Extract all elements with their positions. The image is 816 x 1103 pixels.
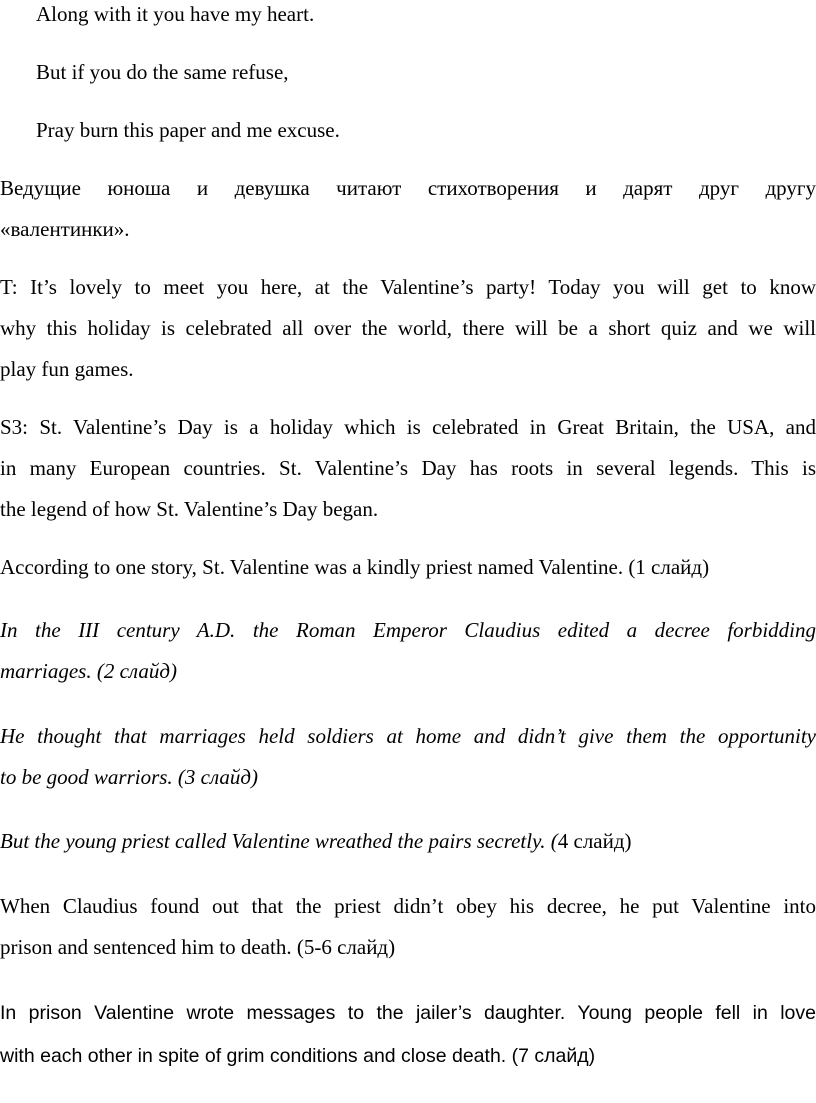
- paragraph-teacher-line-3: play fun games.: [0, 357, 134, 381]
- paragraph-decree-line-2: marriages. (2 слайд): [0, 659, 177, 683]
- paragraph-decree-line-1: In the III century A.D. the Roman Emperor Claudius edited a decree forbidding: [0, 618, 816, 642]
- poem-line-1: Along with it you have my heart.: [36, 2, 315, 26]
- paragraph-prison-line-1: In prison Valentine wrote messages to the jailer’s daughter. Young people fell in love: [0, 1002, 816, 1024]
- paragraph-story-line-1: According to one story, St. Valentine was a kindly priest named Valentine. (1 слайд): [0, 555, 710, 579]
- paragraph-s3-line-1: S3: St. Valentine’s Day is a holiday which is celebrated in Great Britain, the USA, and: [0, 415, 816, 439]
- poem-line-3: Pray burn this paper and me excuse.: [36, 118, 340, 142]
- wreathed-italic-text: But the young priest called Valentine wreathed the pairs secretly. (: [0, 829, 558, 853]
- paragraph-s3-line-3: the legend of how St. Valentine’s Day began.: [0, 497, 379, 521]
- paragraph-hosts-line-2: «валентинки».: [0, 217, 130, 241]
- paragraph-hosts-line-1: Ведущие юноша и девушка читают стихотворения и дарят друг другу: [0, 176, 816, 200]
- paragraph-teacher-line-2: why this holiday is celebrated all over the world, there will be a short quiz and we will: [0, 316, 816, 340]
- wreathed-slide-note: 4 слайд): [557, 829, 632, 853]
- paragraph-claudius-line-1: When Claudius found out that the priest didn’t obey his decree, he put Valentine into: [0, 894, 816, 918]
- paragraph-soldiers-line-1: He thought that marriages held soldiers at home and didn’t give them the opportunity: [0, 724, 816, 748]
- paragraph-s3-line-2: in many European countries. St. Valentine’s Day has roots in several legends. This is: [0, 456, 816, 480]
- paragraph-wreathed-line-1: [0, 821, 816, 862]
- paragraph-prison-line-2: with each other in spite of grim conditions and close death. (7 слайд): [0, 1045, 596, 1067]
- paragraph-teacher-line-1: T: It’s lovely to meet you here, at the Valentine’s party! Today you will get to know: [0, 275, 816, 299]
- paragraph-soldiers-line-2: to be good warriors. (3 слайд): [0, 765, 259, 789]
- poem-line-2: But if you do the same refuse,: [36, 60, 289, 84]
- paragraph-claudius-line-2: prison and sentenced him to death. (5-6 слайд): [0, 935, 396, 959]
